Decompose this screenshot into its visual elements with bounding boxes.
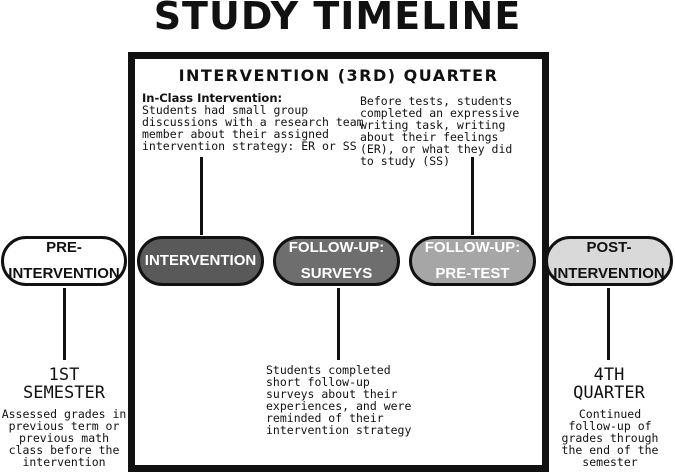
intervention-quarter-label: INTERVENTION (3RD) QUARTER xyxy=(178,66,499,85)
connector-post-intervention xyxy=(607,288,610,360)
stage-post-intervention: POST- INTERVENTION xyxy=(545,236,673,286)
connector-surveys xyxy=(337,288,340,360)
connector-pre-intervention xyxy=(63,288,66,360)
in-class-intervention-text: Students had small group discussions with a research team member about their assigned intervention strategy: ER or SS xyxy=(142,103,364,153)
pre-period-label: 1ST SEMESTER xyxy=(23,365,105,403)
in-class-intervention-note xyxy=(142,92,370,152)
stage-pre-intervention: PRE- INTERVENTION xyxy=(1,236,127,286)
pre-description: Assessed grades in previous term or previous math class before the intervention xyxy=(1,407,127,469)
stage-follow-up-pretest: FOLLOW-UP: PRE-TEST xyxy=(409,236,536,286)
post-period-label: 4TH QUARTER xyxy=(573,365,645,403)
post-description: Continued follow-up of grades through the end of the semester xyxy=(561,407,659,469)
surveys-note: Students completed short follow-up surveys about their experiences, and were reminded of their intervention strategy xyxy=(266,363,412,437)
stage-follow-up-surveys: FOLLOW-UP: SURVEYS xyxy=(273,236,400,286)
diagram-title: STUDY TIMELINE xyxy=(153,0,522,38)
connector-pretest xyxy=(471,157,474,235)
pretest-note: Before tests, students completed an expressive writing task, writing about their feelings (ER), or what they did to study (SS) xyxy=(360,94,520,168)
in-class-intervention-heading: In-Class Intervention: xyxy=(142,91,283,105)
connector-intervention xyxy=(200,157,203,235)
stage-intervention: INTERVENTION xyxy=(137,236,264,286)
